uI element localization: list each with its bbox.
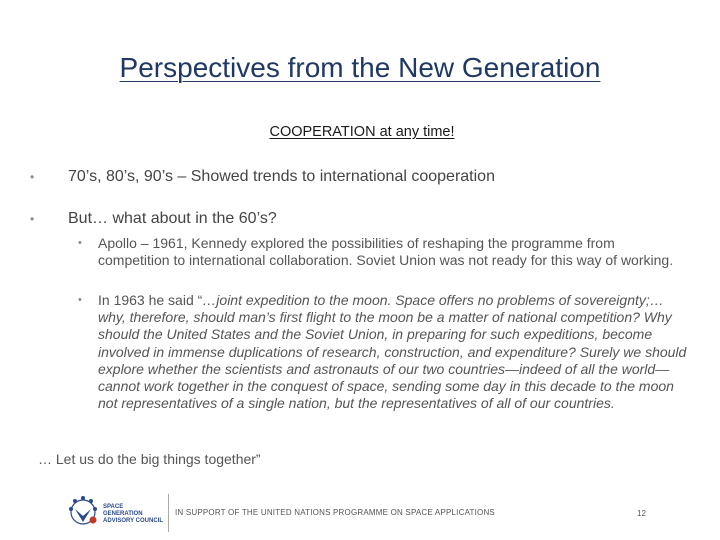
- slide-title: Perspectives from the New Generation: [119, 52, 601, 83]
- sub-bullet-1963-quote: [78, 292, 688, 412]
- org-name-line2: ADVISORY COUNCIL: [103, 518, 164, 524]
- org-name: [103, 504, 163, 525]
- bullet-lead: 70’s, 80’s, 90’s –: [68, 168, 187, 185]
- bullet-dot: •: [30, 170, 35, 184]
- footer-support-text: IN SUPPORT OF THE UNITED NATIONS PROGRAMME ON SPACE APPLICATIONS: [175, 508, 495, 517]
- bullet-dot: •: [78, 294, 82, 306]
- sub-bullet-apollo: [78, 235, 688, 269]
- page-number: 12: [637, 509, 646, 518]
- closing-line: … Let us do the big things together”: [38, 451, 261, 467]
- bullet-dot: •: [78, 237, 82, 249]
- kennedy-quote: …joint expedition to the moon. Space offers no problems of sovereignty;…why, therefore, should man’s first flight to the moon be a matter of national competition? Why should the United States and the Soviet Union, in preparing for such expeditions, become involved in immense duplications of research, construction, and expenditure? Surely we should explore whether the scientists and astronauts of our two countries—indeed of all the world—cannot work together in the conquest of space, sending some day in this decade to the moon not representatives of a single nation, but the representatives of all of our countries.: [98, 292, 687, 412]
- quote-prefix: In 1963 he said “: [98, 292, 203, 308]
- bullet-text: [68, 168, 495, 187]
- sub-bullet-text: [98, 292, 688, 412]
- bullet-lead: But… what about in the 60’s?: [68, 210, 277, 227]
- slide-subtitle: COOPERATION at any time!: [269, 124, 455, 140]
- bullet-dot: •: [30, 212, 35, 226]
- bullet-body: Showed trends to international cooperation: [186, 168, 495, 185]
- bullet-60s: [30, 210, 277, 229]
- footer-divider: [168, 494, 169, 532]
- bullet-70s-80s-90s: [30, 168, 495, 187]
- org-name-line1: SPACE GENERATION: [103, 504, 143, 517]
- sub-bullet-text: Apollo – 1961, Kennedy explored the possibilities of reshaping the programme from competition to international collaboration. Soviet Union was not ready for this way of working.: [98, 235, 674, 269]
